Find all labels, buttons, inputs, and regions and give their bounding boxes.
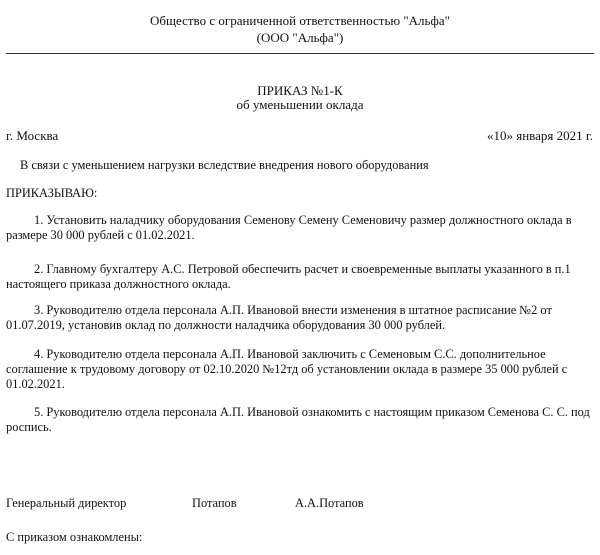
order-city: г. Москва xyxy=(6,128,59,143)
acknowledgement-line: С приказом ознакомлены: xyxy=(6,530,143,544)
order-preamble: В связи с уменьшением нагрузки вследствие внедрения нового оборудования xyxy=(20,158,429,172)
order-date: «10» января 2021 г. xyxy=(486,128,593,143)
organization-short-name: (ООО "Альфа") xyxy=(256,30,344,45)
order-item: 5. Руководителю отдела персонала А.П. Ивановой ознакомить с настоящим приказом Семенова С. С. под роспись. xyxy=(6,405,590,434)
order-item: 3. Руководителю отдела персонала А.П. Ивановой внести изменения в штатное расписание №2 от 01.07.2019, установив оклад по должности наладчика оборудования 30 000 рублей. xyxy=(6,303,552,332)
signatory-name: А.А.Потапов xyxy=(295,496,364,510)
order-number: ПРИКАЗ №1-К xyxy=(257,83,343,98)
order-item: 2. Главному бухгалтеру А.С. Петровой обеспечить расчет и своевременные выплаты указанного в п.1 настоящего приказа должностного оклада. xyxy=(6,262,571,291)
header-divider xyxy=(6,53,594,54)
order-subject: об уменьшении оклада xyxy=(236,97,364,112)
order-directive: ПРИКАЗЫВАЮ: xyxy=(6,186,98,200)
signature: Потапов xyxy=(192,496,237,510)
order-item: 1. Установить наладчику оборудования Семенову Семену Семеновичу размер должностного оклада в размере 30 000 рублей с 01.02.2021. xyxy=(6,213,572,242)
order-item: 4. Руководителю отдела персонала А.П. Ивановой заключить с Семеновым С.С. дополнительное соглашение к трудовому договору от 02.10.2020 №12тд об установлении оклада в размере 35 000 рублей с 01.02.2021. xyxy=(6,347,568,391)
signatory-role: Генеральный директор xyxy=(6,496,127,510)
organization-name: Общество с ограниченной ответственностью "Альфа" xyxy=(150,13,450,28)
